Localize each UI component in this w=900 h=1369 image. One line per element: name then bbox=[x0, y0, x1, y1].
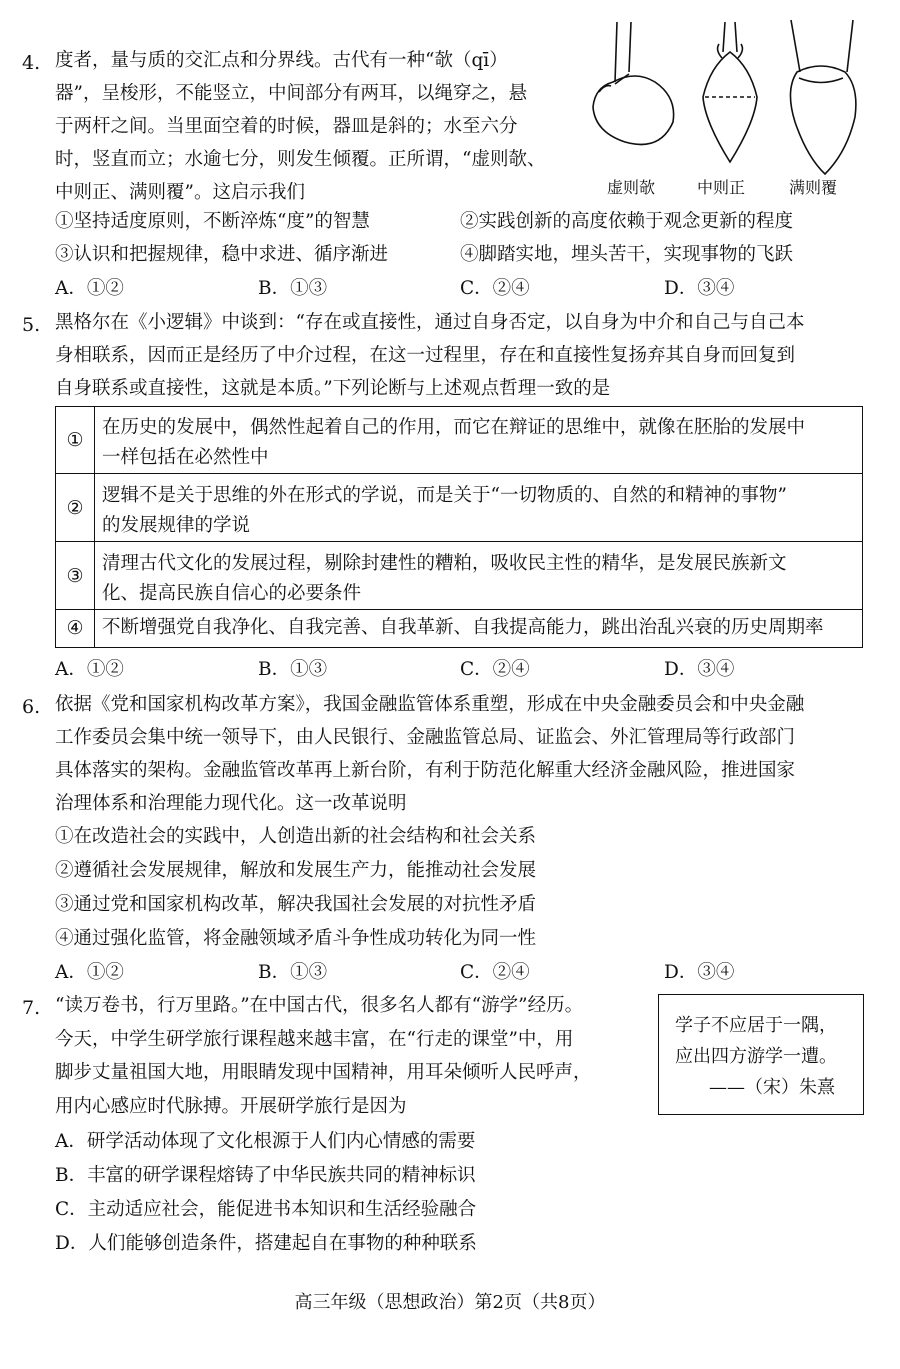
statement-4: ④通过强化监管，将金融领域矛盾斗争性成功转化为同一性 bbox=[55, 928, 537, 949]
question-text-line: 于两杆之间。当里面空着的时候，器皿是斜的；水至六分 bbox=[55, 116, 518, 137]
table-row-mark: ① bbox=[66, 429, 84, 451]
option-a: A．①② bbox=[55, 962, 124, 983]
option-b: B．丰富的研学课程熔铸了中华民族共同的精神标识 bbox=[55, 1165, 476, 1186]
table-divider bbox=[56, 609, 862, 610]
table-row-mark: ② bbox=[66, 497, 84, 519]
quote-line: 学子不应居于一隅， bbox=[675, 1015, 837, 1036]
question-text-line: 器”，呈梭形，不能竖立，中间部分有两耳，以绳穿之，悬 bbox=[55, 83, 527, 104]
question-text-line: 脚步丈量祖国大地，用眼睛发现中国精神，用耳朵倾听人民呼声， bbox=[55, 1062, 592, 1083]
option-c: C．②④ bbox=[460, 278, 530, 299]
question-number: 4. bbox=[22, 52, 41, 74]
question-text-line: 依据《党和国家机构改革方案》，我国金融监管体系重塑，形成在中央金融委员会和中央金融 bbox=[55, 694, 805, 715]
question-text-line: 用内心感应时代脉搏。开展研学旅行是因为 bbox=[55, 1096, 407, 1117]
table-divider bbox=[94, 407, 95, 647]
statement-1: ①在改造社会的实践中，人创造出新的社会结构和社会关系 bbox=[55, 826, 537, 847]
question-text-line: 身相联系，因而正是经历了中介过程，在这一过程里，存在和直接性复扬弃其自身而回复到 bbox=[55, 345, 796, 366]
option-c: C．②④ bbox=[460, 962, 530, 983]
table-divider bbox=[56, 473, 862, 474]
statement-2: ②实践创新的高度依赖于观念更新的程度 bbox=[460, 211, 794, 232]
quote-line: 应出四方游学一遭。 bbox=[675, 1046, 837, 1067]
table-row-mark: ③ bbox=[66, 565, 84, 587]
option-c: C．②④ bbox=[460, 659, 530, 680]
option-d: D．人们能够创造条件，搭建起自在事物的种种联系 bbox=[55, 1233, 477, 1254]
qi-vessel-illustration bbox=[585, 12, 875, 187]
table-row-text: 一样包括在必然性中 bbox=[102, 447, 269, 468]
option-b: B．①③ bbox=[258, 962, 328, 983]
table-row-text: 逻辑不是关于思维的外在形式的学说，而是关于“一切物质的、自然的和精神的事物” bbox=[102, 485, 787, 506]
table-row-text: 的发展规律的学说 bbox=[102, 515, 251, 536]
question-number: 6. bbox=[22, 696, 41, 718]
table-row-text: 清理古代文化的发展过程，剔除封建性的糟粕，吸收民主性的精华，是发展民族新文 bbox=[102, 553, 787, 574]
option-a: A．研学活动体现了文化根源于人们内心情感的需要 bbox=[55, 1131, 476, 1152]
statement-2: ②遵循社会发展规律，解放和发展生产力，能推动社会发展 bbox=[55, 860, 537, 881]
option-a: A．①② bbox=[55, 659, 124, 680]
option-c: C．主动适应社会，能促进书本知识和生活经验融合 bbox=[55, 1199, 477, 1220]
vessel-caption-full: 满则覆 bbox=[789, 178, 838, 197]
statement-3: ③认识和把握规律，稳中求进、循序渐进 bbox=[55, 244, 389, 265]
vessel-caption-empty: 虚则欹 bbox=[607, 178, 656, 197]
statement-1: ①坚持适度原则，不断淬炼“度”的智慧 bbox=[55, 211, 370, 232]
page-footer: 高三年级（思想政治）第2页（共8页） bbox=[294, 1292, 606, 1313]
table-row-text: 化、提高民族自信心的必要条件 bbox=[102, 583, 362, 604]
vessel-caption-half: 中则正 bbox=[697, 178, 746, 197]
statement-4: ④脚踏实地，埋头苦干，实现事物的飞跃 bbox=[460, 244, 794, 265]
option-d: D．③④ bbox=[664, 659, 735, 680]
option-b: B．①③ bbox=[258, 278, 328, 299]
question-text-line: 治理体系和治理能力现代化。这一改革说明 bbox=[55, 793, 407, 814]
table-row-text: 在历史的发展中，偶然性起着自己的作用，而它在辩证的思维中，就像在胚胎的发展中 bbox=[102, 417, 806, 438]
question-number: 5. bbox=[22, 314, 41, 336]
statements-table bbox=[55, 406, 863, 648]
question-text-line: 时，竖直而立；水逾七分，则发生倾覆。正所谓，“虚则欹、 bbox=[55, 149, 546, 170]
option-a: A．①② bbox=[55, 278, 124, 299]
question-text-line: 黑格尔在《小逻辑》中谈到：“存在或直接性，通过自身否定，以自身为中介和自己与自己本 bbox=[55, 312, 805, 333]
table-divider bbox=[56, 541, 862, 542]
statement-3: ③通过党和国家机构改革，解决我国社会发展的对抗性矛盾 bbox=[55, 894, 537, 915]
question-text-line: 度者，量与质的交汇点和分界线。古代有一种“欹（qī） bbox=[55, 50, 508, 71]
quote-box bbox=[658, 994, 864, 1115]
option-b: B．①③ bbox=[258, 659, 328, 680]
table-row-text: 不断增强党自我净化、自我完善、自我革新、自我提高能力，跳出治乱兴衰的历史周期率 bbox=[102, 617, 824, 638]
question-text-line: 中则正、满则覆”。这启示我们 bbox=[55, 182, 305, 203]
option-d: D．③④ bbox=[664, 962, 735, 983]
question-text-line: 自身联系或直接性，这就是本质。”下列论断与上述观点哲理一致的是 bbox=[55, 378, 611, 399]
question-number: 7. bbox=[22, 997, 41, 1019]
table-row-mark: ④ bbox=[66, 617, 84, 639]
option-d: D．③④ bbox=[664, 278, 735, 299]
quote-attribution: ——（宋）朱熹 bbox=[709, 1077, 835, 1098]
question-text-line: “读万卷书，行万里路。”在中国古代，很多名人都有“游学”经历。 bbox=[55, 995, 584, 1016]
question-text-line: 具体落实的架构。金融监管改革再上新台阶，有利于防范化解重大经济金融风险，推进国家 bbox=[55, 760, 796, 781]
question-text-line: 今天，中学生研学旅行课程越来越丰富，在“行走的课堂”中，用 bbox=[55, 1029, 574, 1050]
question-text-line: 工作委员会集中统一领导下，由人民银行、金融监管总局、证监会、外汇管理局等行政部门 bbox=[55, 727, 796, 748]
